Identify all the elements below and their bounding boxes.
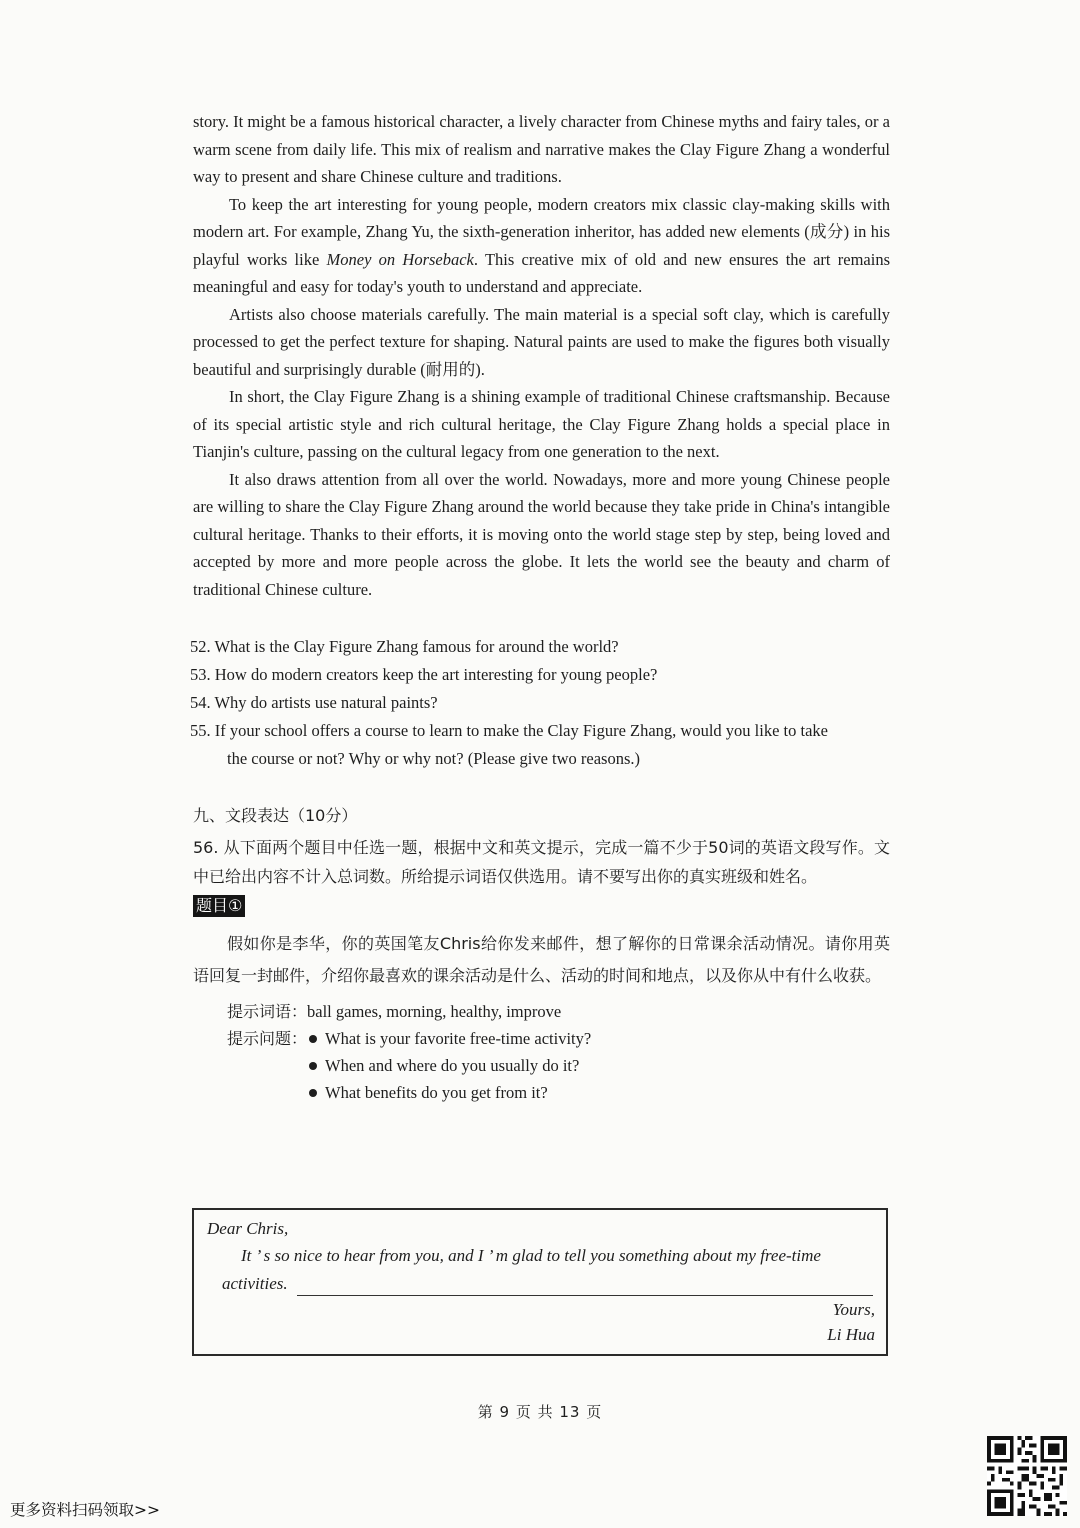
- hint-questions-list: [307, 1025, 591, 1106]
- question-item: [190, 689, 890, 717]
- topic-prompt: 假如你是李华，你的英国笔友Chris给你发来邮件，想了解你的日常课余活动情况。请你用英语回复一封邮件，介绍你最喜欢的课余活动是什么、活动的时间和地点，以及你从中有什么收获。: [193, 934, 890, 985]
- question-text: Why do artists use natural paints?: [214, 693, 438, 712]
- question-number: 52.: [190, 637, 211, 656]
- hint-questions-row: [227, 1025, 890, 1106]
- hint-questions-label: 提示问题：: [227, 1029, 308, 1048]
- topic-tag: 题目①: [193, 895, 245, 917]
- hint-words: ball games, morning, healthy, improve: [307, 1002, 562, 1021]
- more-resources-link[interactable]: 更多资料扫码领取>>: [10, 1501, 160, 1519]
- passage-paragraph-5: It also draws attention from all over the world. Nowadays, more and more young Chinese people are willing to share the Clay Figure Zhang around the world because they take pride in China's intangible cultural heritage. Thanks to their efforts, it is moving onto the world stage step by step, being loved and accepted by more and more people across the globe. It lets the world see the beauty and charm of traditional Chinese culture.: [193, 469, 890, 599]
- question-item: [190, 717, 890, 745]
- work-title: Money on Horseback: [326, 249, 474, 269]
- question-number: 53.: [190, 665, 211, 684]
- letter-opening: It ’ s so nice to hear from you, and I ’ m glad to tell you something about my free-time: [241, 1246, 821, 1265]
- hint-question-item: What is your favorite free-time activity?: [307, 1025, 591, 1052]
- question-item: [190, 661, 890, 689]
- passage-paragraph-3: Artists also choose materials carefully. The main material is a special soft clay, which is carefully processed to get the perfect texture for shaping. Natural paints are used to make the figures both visually beautiful and surprisingly durable (耐用的).: [193, 304, 890, 379]
- page-number: 第 9 页 共 13 页: [477, 1403, 603, 1421]
- hint-words-row: [227, 998, 890, 1025]
- question-number: 54.: [190, 693, 211, 712]
- passage-paragraph-4: In short, the Clay Figure Zhang is a shining example of traditional Chinese craftsmanship. Because of its special artistic style and rich cultural heritage, the Clay Figure Zhang holds a special place in Tianjin's culture, passing on the cultural legacy from one generation to the next.: [193, 387, 890, 461]
- section-instructions: 56. 从下面两个题目中任选一题，根据中文和英文提示，完成一篇不少于50词的英语文段写作。文中已给出内容不计入总词数。所给提示词语仅供选用。请不要写出你的真实班级和姓名。: [193, 838, 890, 886]
- hint-words-label: 提示词语：: [227, 1002, 308, 1021]
- letter-greeting: Dear Chris,: [207, 1219, 289, 1238]
- passage-paragraph-1: story. It might be a famous historical character, a lively character from Chinese myths and fairy tales, or a warm scene from daily life. This mix of realism and narrative makes the Clay Figure Zhang a wonderful way to present and share Chinese culture and traditions.: [193, 112, 890, 186]
- passage-paragraph-2-text: To keep the art interesting for young people, modern creators mix classic clay-making skills with modern art. For example, Zhang Yu, the sixth-generation inheritor, has added new elements (成分) in his playful works like: [193, 194, 890, 269]
- letter-answer-box: [192, 1208, 888, 1356]
- question-text: What is the Clay Figure Zhang famous for around the world?: [214, 637, 619, 656]
- question-text: If your school offers a course to learn to make the Clay Figure Zhang, would you like to take: [214, 721, 828, 740]
- letter-opening-cont: activities.: [222, 1274, 288, 1293]
- hint-question-item: When and where do you usually do it?: [307, 1052, 591, 1079]
- section-title: 九、文段表达（10分）: [193, 806, 358, 825]
- letter-signature: Li Hua: [827, 1325, 875, 1344]
- letter-closing: Yours,: [832, 1300, 875, 1319]
- passage-paragraph-2-tail: . This creative mix of old and new ensures the art remains meaningful and easy for today's youth to understand and appreciate.: [193, 249, 890, 296]
- question-number: 55.: [190, 721, 211, 740]
- writing-section: [193, 802, 890, 1106]
- qr-code-icon[interactable]: [987, 1436, 1067, 1516]
- question-item: [190, 633, 890, 661]
- answer-line[interactable]: [297, 1295, 873, 1296]
- hint-question-item: What benefits do you get from it?: [307, 1079, 591, 1106]
- passage-paragraph-2: [193, 191, 890, 301]
- question-continuation: the course or not? Why or why not? (Please give two reasons.): [227, 749, 640, 768]
- reading-passage: [193, 108, 890, 603]
- question-list: [190, 633, 890, 773]
- question-text: How do modern creators keep the art interesting for young people?: [214, 665, 658, 684]
- hints-block: [193, 998, 890, 1106]
